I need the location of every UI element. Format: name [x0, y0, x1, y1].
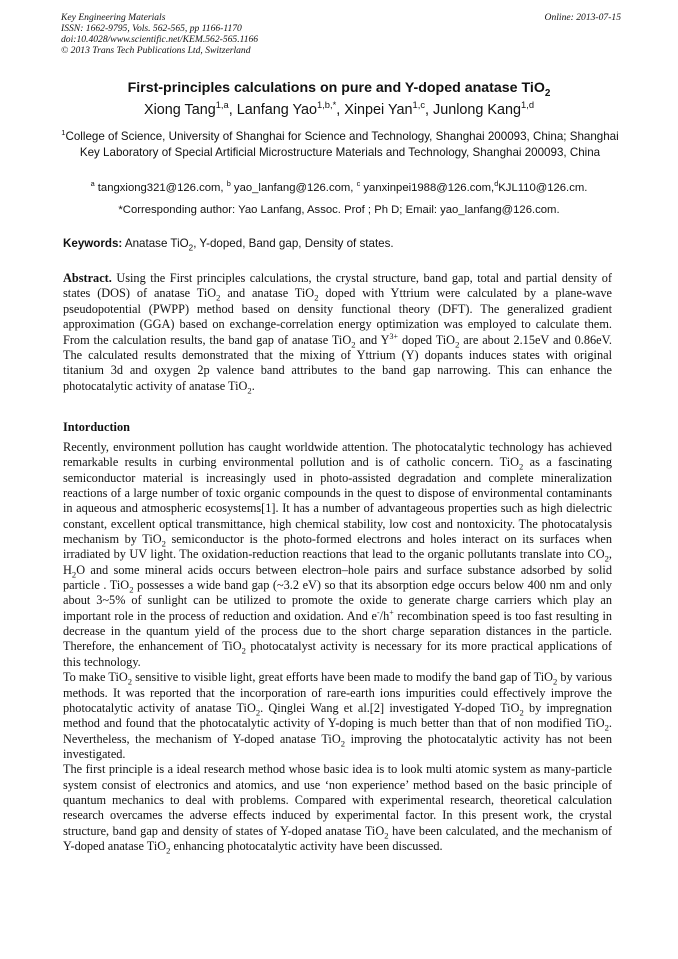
email-address[interactable]: tangxiong321@126.com,	[94, 182, 227, 194]
superscript: +	[389, 607, 394, 617]
abstract-text: doped with Yttrium were calculated by a plane-wave pseudopotential (PWPP) method based on density functional theory (DFT). The generalized gradient approximation (GGA) based on exchange-correlation energy optimization was employed to calculate them. From the calculation results, the band gap of anatase TiO	[63, 286, 612, 347]
author-name: Xiong Tang	[143, 102, 216, 118]
author-list: Xiong Tang$^{1,a}$, Lanfang Yao$^{1,b,*}$, Xinpei Yan$^{1,c}$, Junlong Kang$^{1,d}$	[143, 100, 535, 118]
paragraph-text: The first principle is a ideal research method whose basic idea is to look multi atomic system as many-particle system consist of electronics and atomics, and use ‘non experience’ method based on the basic principle of quantum mechanics to deal with problems. Compared with experimental research, theoretical calculation research overcames the adverse effects induced by experimental factor. In this present work, the crystal structure, band gap and density of states of Y-doped anatase TiO	[63, 762, 612, 838]
affiliation-text: College of Science, University of Shanghai for Science and Technology, Shanghai 200093, China; Shanghai Key Laboratory of Special Artificial Microstructure Materials and Technology, Shanghai 200093, China	[65, 130, 619, 159]
paragraph-text: improving the photocatalytic activity has not been investigated.	[63, 731, 612, 761]
keywords-label: Keywords:	[63, 237, 123, 250]
online-date: Online: 2013-07-15	[544, 12, 621, 23]
subscript: 2	[129, 584, 134, 595]
author-affil-mark: 1,a	[215, 100, 229, 111]
subscript: 2	[161, 538, 166, 549]
email-address[interactable]: yao_lanfang@126.com,	[230, 182, 357, 194]
subscript: 2	[314, 292, 319, 303]
paragraph-text: . Nevertheless, the mechanism of Y-doped anatase TiO	[63, 716, 612, 746]
subscript: 2	[384, 830, 389, 841]
paragraph-text: recombination speed is too fast resulting in decrease in the quantum yield of the process due to the short charge separation distances in the particle. Therefore, the enhancement of TiO	[63, 608, 613, 654]
title-text: First-principles calculations on pure and Y-doped anatase TiO	[127, 80, 545, 96]
subscript: 2	[553, 676, 558, 687]
author-affil-mark: 1,d	[521, 100, 535, 111]
email-mark: b	[226, 179, 231, 189]
copyright-line: © 2013 Trans Tech Publications Ltd, Switzerland	[61, 45, 251, 56]
subscript: 2	[247, 385, 252, 396]
email-address[interactable]: KJL110@126.cm.	[498, 182, 588, 194]
email-mark: d	[494, 179, 499, 189]
paragraph-text: sensitive to visible light, great efforts have been made to modify the band gap of TiO	[132, 670, 554, 685]
subscript: 2	[127, 676, 133, 687]
paragraph-2	[63, 670, 612, 762]
subscript: 2	[255, 707, 261, 718]
affiliation	[57, 129, 623, 160]
introduction-body	[63, 440, 612, 854]
subscript: 2	[604, 553, 609, 564]
paragraph-1	[63, 440, 612, 670]
paper-title	[0, 80, 678, 97]
title-subscript: 2	[544, 87, 551, 99]
author-name: Lanfang Yao	[236, 102, 318, 118]
paragraph-text: Recently, environment pollution has caught worldwide attention. The photocatalytic technology has achieved remarkable results in curbing environmental pollution and is of catholic concern. TiO	[63, 440, 612, 470]
keywords-subscript: 2	[188, 243, 194, 253]
email-mark: a	[90, 179, 95, 189]
author-affil-mark: 1,b,*	[317, 100, 337, 111]
abstract-label: Abstract.	[63, 271, 112, 285]
corresponding-author: *Corresponding author: Yao Lanfang, Assoc. Prof ; Ph D; Email: yao_lanfang@126.com.	[118, 204, 560, 216]
abstract-text: Using the First principles calculations, the crystal structure, band gap, total and partial density of states (DOS) of anatase TiO	[63, 271, 612, 301]
section-heading: Intorduction	[63, 420, 130, 434]
subscript: 2	[340, 737, 346, 748]
subscript: 2	[519, 707, 524, 718]
paragraph-text: enhancing photocatalytic activity have been discussed.	[170, 838, 443, 853]
abstract-text: doped TiO	[398, 332, 456, 347]
paragraph-text: by various methods. It was reported that the incorporation of rare-earth ions impurities could effectively improve the photocatalytic activity of anatase TiO	[63, 670, 612, 715]
paragraph-text: as a fascinating semiconductor material is increasingly used in photo-assisted degradation and complete mineralization reactions of a large number of toxic organic compounds in the quest to dispose of environmental contaminants in aqueous and atmospheric ecosystems[1]. It has a number of advantageous properties such as high dielectric constant, excellent optical transmittance, high chemical stability, low cost and nontoxicity. The photocatalysis mechanism by TiO	[63, 455, 613, 547]
paragraph-text: photocatalyst activity is necessary for its more practical applications of this technology.	[63, 639, 612, 669]
subscript: 2	[455, 339, 460, 350]
subscript: 2	[604, 722, 609, 733]
keywords-text: Anatase TiO	[122, 237, 189, 250]
doi-line: doi:10.4028/www.scientific.net/KEM.562-565.1166	[61, 34, 259, 45]
paragraph-text: have been calculated, and the mechanism of Y-doped anatase TiO	[63, 823, 612, 853]
subscript: 2	[166, 845, 171, 856]
paragraph-text: semiconductor is the photo-formed electrons and holes interact on its surfaces when irradiated by UV light. The oxidation-reduction reactions that lead to the organic pollutants translate into CO	[63, 532, 612, 562]
paragraph-text: O and some mineral acids occurs between electron–hole pairs and surface substance adsorbed by solid particle . TiO	[63, 562, 612, 593]
paragraph-text: by impregnation method and found that the photocatalytic activity of Y-doping is much better than that of non modified TiO	[63, 700, 613, 731]
issn-line: ISSN: 1662-9795, Vols. 562-565, pp 1166-1170	[61, 23, 242, 34]
superscript: 3+	[389, 331, 399, 341]
subscript: 2	[241, 645, 246, 656]
paragraph-text: To make TiO	[63, 670, 128, 685]
abstract-text: and anatase TiO	[220, 286, 315, 301]
subscript: 2	[519, 461, 524, 472]
paragraph-3	[63, 762, 612, 854]
affiliation-mark: 1	[61, 128, 66, 138]
keywords-text: , Y-doped, Band gap, Density of states.	[193, 237, 394, 250]
journal-header	[61, 12, 621, 56]
author-name: Xinpei Yan	[344, 102, 413, 118]
journal-name: Key Engineering Materials	[61, 12, 166, 23]
email-list	[0, 181, 678, 195]
abstract-text: .	[251, 378, 255, 393]
email-address[interactable]: yanxinpei1988@126.com,	[360, 182, 495, 194]
abstract-text: are about 2.15eV and 0.86eV. The calculated results demonstrated that the mixing of Yttrium (Y) dopants induces states with original titanium 3d and oxygen 2p valence band attributes to the band gap narrowing. This can enhance the photocatalytic activity of anatase TiO	[63, 332, 612, 393]
abstract-text: and Y	[355, 332, 390, 347]
email-mark: c	[356, 179, 361, 189]
author-name: Junlong Kang	[433, 102, 522, 118]
paragraph-text: /h	[379, 608, 390, 623]
abstract	[63, 271, 612, 394]
author-affil-mark: 1,c	[412, 100, 425, 111]
superscript: -	[376, 607, 380, 617]
paragraph-text: . Qinglei Wang et al.[2] investigated Y-doped TiO	[260, 700, 520, 715]
subscript: 2	[71, 569, 77, 580]
keywords	[63, 236, 623, 251]
subscript: 2	[351, 339, 356, 350]
paragraph-text: possesses a wide band gap (~3.2 eV) so that its absorption edge occurs below 400 nm and only about 3~5% of sunlight can be utilized to promote the oxide to generate charge carriers which play an important role in the process of reduction and oxidation. And e	[63, 578, 612, 623]
paragraph-text: , H	[63, 547, 612, 577]
subscript: 2	[216, 292, 221, 303]
